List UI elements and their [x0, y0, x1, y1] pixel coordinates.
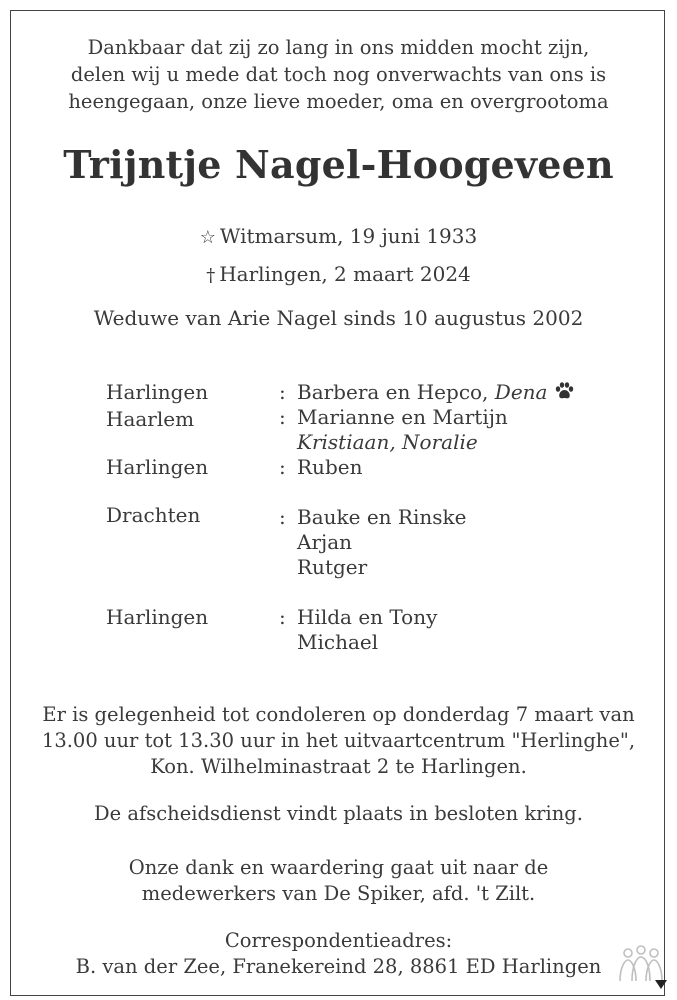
family-names-italic: Kristiaan, Noralie: [297, 430, 478, 454]
intro-line: delen wij u mede dat toch nog onverwachts van ons is: [70, 63, 607, 86]
condolence-line: 13.00 uur tot 13.30 uur in het uitvaartcentrum "Herlinghe",: [41, 729, 636, 752]
family-names: Arjan: [297, 530, 353, 554]
triangle-down-icon[interactable]: [654, 977, 668, 991]
condolence-line: Er is gelegenheid tot condoleren op donderdag 7 maart van: [42, 703, 635, 726]
family-names: Bauke en Rinske: [297, 505, 467, 529]
family-colon: :: [279, 605, 286, 629]
thanks-line: medewerkers van De Spiker, afd. 't Zilt.: [141, 882, 536, 905]
family-place: Harlingen: [106, 380, 209, 404]
family-colon: :: [279, 455, 286, 479]
family-colon: :: [279, 380, 286, 404]
family-names: Michael: [297, 630, 379, 654]
family-names: Ruben: [297, 455, 363, 479]
death-line: [20, 256, 657, 294]
family-names: Hilda en Tony: [297, 605, 438, 629]
family-place: Drachten: [106, 503, 201, 527]
condolence-text: [20, 702, 657, 780]
family-members: [297, 605, 437, 655]
family-colon: :: [279, 505, 286, 529]
correspondence-block: [20, 928, 657, 980]
family-place: Harlingen: [106, 605, 209, 629]
family-members: [297, 455, 362, 480]
family-names: Marianne en Martijn: [297, 405, 508, 429]
family-place: Harlingen: [106, 455, 209, 479]
service-text: De afscheidsdienst vindt plaats in besloten kring.: [94, 802, 583, 825]
family-names-italic: Dena: [494, 380, 548, 404]
family-members: [297, 380, 574, 405]
cross-icon: †: [206, 265, 216, 286]
family-members: [297, 405, 508, 455]
deceased-name: Trijntje Nagel-Hoogeveen: [63, 142, 614, 187]
star-icon: ☆: [199, 227, 216, 248]
intro-text: [30, 34, 647, 115]
family-place: Haarlem: [106, 407, 195, 431]
intro-line: heengegaan, onze lieve moeder, oma en overgrootoma: [68, 90, 609, 113]
thanks-text: [20, 855, 657, 907]
family-names: Barbera en Hepco,: [297, 380, 489, 404]
correspondence-label: Correspondentieadres:: [224, 929, 453, 952]
family-names: Rutger: [297, 555, 368, 579]
family-members: [297, 505, 466, 580]
intro-line: Dankbaar dat zij zo lang in ons midden mocht zijn,: [87, 36, 590, 59]
family-colon: :: [279, 405, 286, 429]
thanks-line: Onze dank en waardering gaat uit naar de: [128, 856, 549, 879]
life-dates: [20, 218, 657, 294]
widow-line: Weduwe van Arie Nagel sinds 10 augustus 2002: [93, 306, 584, 330]
birth-line: [20, 218, 657, 256]
birth-text: Witmarsum, 19 juni 1933: [219, 224, 478, 248]
death-text: Harlingen, 2 maart 2024: [219, 262, 471, 286]
correspondence-address: B. van der Zee, Franekereind 28, 8861 ED Harlingen: [75, 955, 602, 978]
paw-print-icon: [554, 381, 574, 401]
condolence-line: Kon. Wilhelminastraat 2 te Harlingen.: [150, 755, 527, 778]
